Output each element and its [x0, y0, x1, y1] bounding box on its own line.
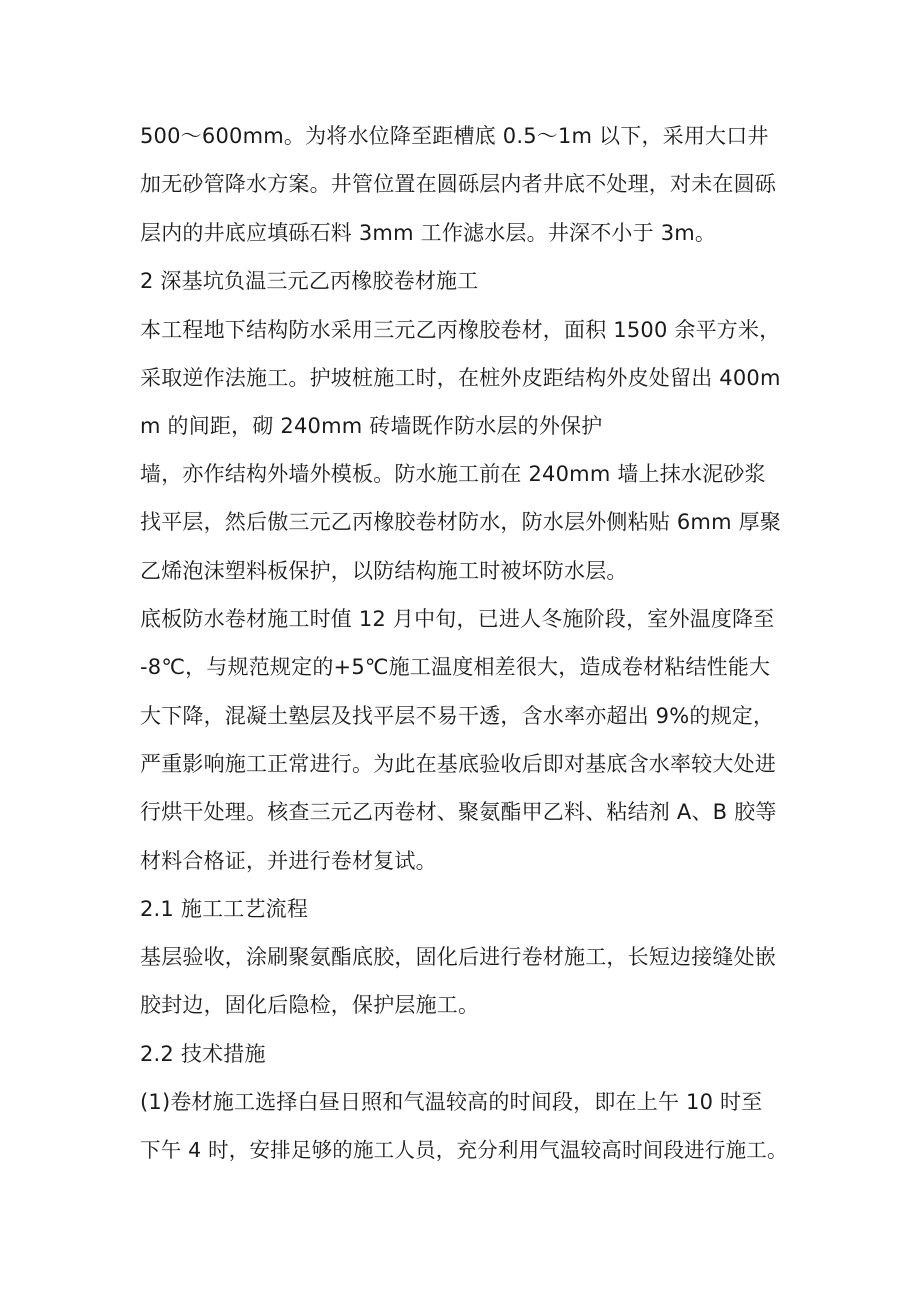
text-line: 基层验收，涂刷聚氨酯底胶，固化后进行卷材施工，长短边接缝处嵌 — [140, 945, 776, 969]
text-line: 加无砂管降水方案。井管位置在圆砾层内者井底不处理，对未在圆砾 — [140, 172, 776, 196]
text-line: 材料合格证，并进行卷材复试。 — [140, 849, 437, 873]
text-line: 下午 4 时，安排足够的施工人员，充分利用气温较高时间段进行施工。 — [140, 1138, 788, 1162]
text-line: 找平层，然后傲三元乙丙橡胶卷材防水，防水层外侧粘贴 6mm 厚聚 — [140, 510, 782, 534]
text-line: 行烘干处理。核查三元乙丙卷材、聚氨酯甲乙料、粘结剂 A、B 胶等 — [140, 800, 777, 824]
text-line: -8℃，与规范规定的+5℃施工温度相差很大，造成卷材粘结性能大 — [140, 655, 771, 679]
section-heading: 2.1 施工工艺流程 — [140, 897, 309, 921]
text-line: 乙烯泡沫塑料板保护，以防结构施工时被坏防水层。 — [140, 559, 628, 583]
text-line: m 的间距，砌 240mm 砖墙既作防水层的外保护 — [140, 414, 603, 438]
text-line: 层内的井底应填砾石料 3mm 工作滤水层。井深不小于 3m。 — [140, 221, 717, 245]
text-line: 大下降，混凝土塾层及找平层不易干透，含水率亦超出 9%的规定， — [140, 704, 775, 728]
section-heading: 2.2 技术措施 — [140, 1042, 266, 1066]
text-line: 胶封边，固化后隐检，保护层施工。 — [140, 993, 480, 1017]
text-line: 严重影响施工正常进行。为此在基底验收后即对基底含水率较大处进 — [140, 752, 776, 776]
text-line: 墙，亦作结构外墙外模板。防水施工前在 240mm 墙上抹水泥砂浆 — [140, 462, 766, 486]
text-line: 500～600mm。为将水位降至距槽底 0.5～1m 以下，采用大口井 — [140, 124, 769, 148]
text-line: 采取逆作法施工。护坡桩施工时，在桩外皮距结构外皮处留出 400m — [140, 366, 781, 390]
text-line: (1)卷材施工选择白昼日照和气温较高的时间段，即在上午 10 时至 — [140, 1090, 763, 1114]
section-heading: 2 深基坑负温三元乙丙橡胶卷材施工 — [140, 269, 479, 293]
text-line: 本工程地下结构防水采用三元乙丙橡胶卷材，面积 1500 余平方米， — [140, 318, 781, 342]
text-line: 底板防水卷材施工时值 12 月中旬，已进人冬施阶段，室外温度降至 — [140, 607, 775, 631]
